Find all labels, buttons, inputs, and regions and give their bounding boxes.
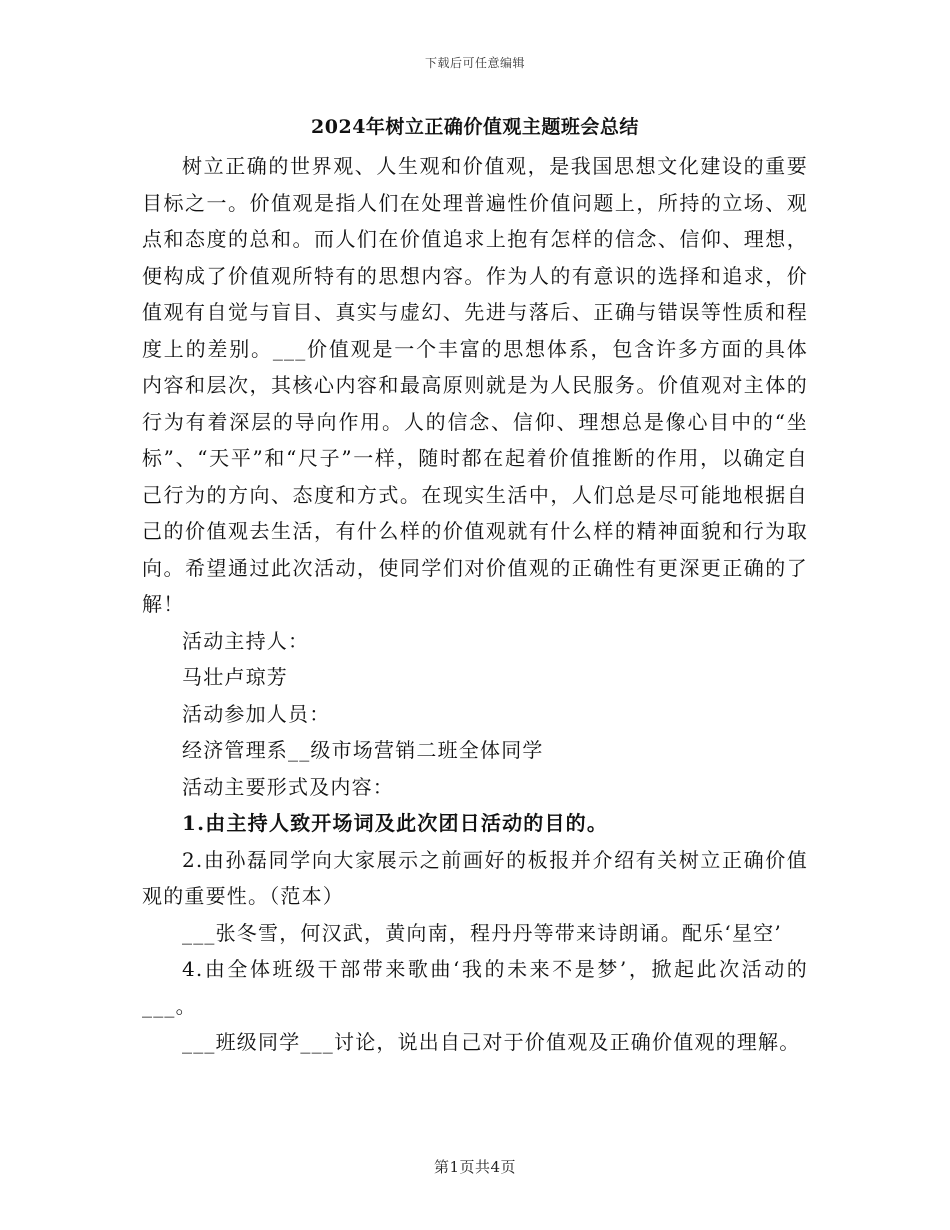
agenda-item-4: 4.由全体班级干部带来歌曲‘我的未来不是梦’，掀起此次活动的___。 [142,957,808,1018]
document-title: 2024年树立正确价值观主题班会总结 [311,116,639,138]
document-body [142,112,808,1061]
host-label: 活动主持人： [182,628,310,653]
agenda-item-5: ___班级同学___讨论，说出自己对于价值观及正确价值观的理解。 [182,1030,801,1054]
participants: 经济管理系__级市场营销二班全体同学 [182,738,544,762]
host-names: 马壮卢琼芳 [182,665,288,689]
format-label: 活动主要形式及内容： [182,774,394,799]
agenda-item-2: 2.由孙磊同学向大家展示之前画好的板报并介绍有关树立正确价值观的重要性。（范本） [142,847,808,908]
intro-paragraph: 树立正确的世界观、人生观和价值观，是我国思想文化建设的重要目标之一。价值观是指人们在处理普遍性价值问题上，所持的立场、观点和态度的总和。而人们在价值追求上抱有怎样的信念、信仰、理想，便构成了价值观所特有的思想内容。作为人的有意识的选择和追求，价值观有自觉与盲目、真实与虚幻、先进与落后、正确与错误等性质和程度上的差别。___价值观是一个丰富的思想体系，包含许多方面的具体内容和层次，其核心内容和最高原则就是为人民服务。价值观对主体的行为有着深层的导向作用。人的信念、信仰、理想总是像心目中的“坐标”、“天平”和“尺子”一样，随时都在起着价值推断的作用，以确定自己行为的方向、态度和方式。在现实生活中，人们总是尽可能地根据自己的价值观去生活，有什么样的价值观就有什么样的精神面貌和行为取向。希望通过此次活动，使同学们对价值观的正确性有更深更正确的了解！ [142,154,808,616]
agenda-item-1: 1.由主持人致开场词及此次团日活动的目的。 [182,811,609,835]
agenda-item-3: ___张冬雪，何汉武，黄向南，程丹丹等带来诗朗诵。配乐‘星空’ [182,920,782,945]
header-note: 下载后可任意编辑 [424,56,525,70]
participants-label: 活动参加人员： [182,701,331,726]
page-footer: 第1页共4页 [433,1158,517,1176]
